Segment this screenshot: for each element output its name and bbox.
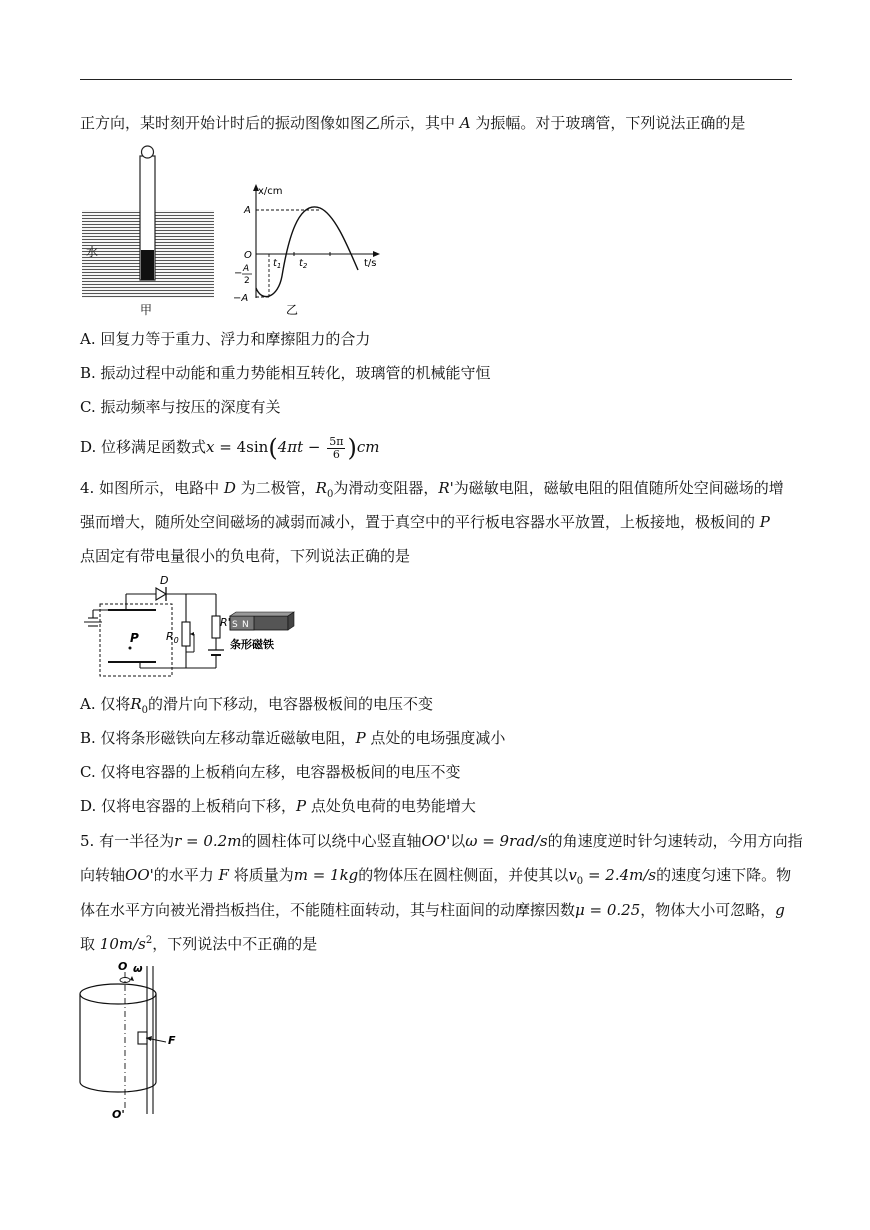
magnet-label: 条形磁铁 <box>230 638 274 651</box>
r0-label: R <box>166 630 174 643</box>
q3-intro: 正方向，某时刻开始计时后的振动图像如图乙所示，其中 A 为振幅。对于玻璃管，下列说法正确的是 <box>80 114 746 132</box>
svg-text:R0: $R_0$ <box>166 630 179 645</box>
svg-text:t1: $t_1$ <box>273 258 282 270</box>
force-F-label: F <box>168 1034 176 1047</box>
rprime-label: R' <box>220 616 231 629</box>
t-axis-label: t/s <box>364 258 377 269</box>
q4-stem-line1: 4. 如图所示，电路中 D 为二极管，$R_0$为滑动变阻器，R'为磁敏电阻，磁敏电阻的阻值随所处空间磁场的增 <box>80 479 784 500</box>
label-t1: t <box>273 258 277 269</box>
q5-stem-line1: 5. 有一半径为r = 0.2m的圆柱体可以绕中心竖直轴OO'以ω = 9rad/s的角速度逆时针匀速转动，今用方向指 <box>80 832 803 850</box>
header-rule <box>80 79 792 80</box>
q5-stem-line2: 向转轴OO'的水平力 F 将质量为m = 1kg的物体压在圆柱侧面，并使其以$v_0 = 2.4m/s$的速度匀速下降。物 <box>80 866 792 887</box>
magnet-N: N <box>242 620 249 630</box>
q4-option-d: D. 仅将电容器的上板稍向下移，P 点处负电荷的电势能增大 <box>80 797 476 815</box>
axis-top-label: O <box>118 960 128 973</box>
label-neg-sign: − <box>234 268 243 279</box>
q4-option-a: A. 仅将$R_0$的滑片向下移动，电容器极板间的电压不变 <box>80 695 434 716</box>
label-A: A <box>244 205 251 216</box>
q4-option-b: B. 仅将条形磁铁向左移动靠近磁敏电阻，P 点处的电场强度减小 <box>80 729 506 747</box>
diode-label: D <box>160 574 169 587</box>
q3-option-c: C. 振动频率与按压的深度有关 <box>80 398 281 416</box>
q4-stem-line2: 强而增大，随所处空间磁场的减弱而减小，置于真空中的平行板电容器水平放置，上板接地，极板间的 P <box>80 513 770 531</box>
label-t2: t <box>299 258 303 269</box>
figure-jia-caption: 甲 <box>140 303 153 317</box>
figure-yi-vibration-graph <box>226 180 386 320</box>
x-axis-label: x/cm <box>258 186 283 197</box>
axis-bottom-label: O' <box>112 1108 125 1121</box>
figure-yi-caption: 乙 <box>286 303 299 317</box>
label-O: O <box>244 250 252 261</box>
figure-jia-glass-tube <box>80 142 216 318</box>
q5-stem-line4: 取 $10m/s^2$，下列说法中不正确的是 <box>80 935 318 953</box>
q3-option-b: B. 振动过程中动能和重力势能相互转化，玻璃管的机械能守恒 <box>80 364 491 382</box>
svg-text:t2: $t_2$ <box>299 258 308 270</box>
q3-option-d: D. 位移满足函数式x = 4sin(4πt − $\frac{5\pi}{6}$ )cm <box>80 434 380 462</box>
label-neg-A: −A <box>233 293 249 304</box>
q4-stem-line3: 点固定有带电量很小的负电荷，下列说法正确的是 <box>80 547 411 565</box>
point-P-label: P <box>130 631 139 645</box>
omega-label: ω <box>133 962 143 975</box>
label-half-A-den: 2 <box>244 276 250 286</box>
figure-cylinder <box>70 958 190 1126</box>
magnet-S: S <box>232 620 238 630</box>
water-label: 水 <box>86 245 99 259</box>
q3-option-a: A. 回复力等于重力、浮力和摩擦阻力的合力 <box>80 330 371 348</box>
q5-stem-line3: 体在水平方向被光滑挡板挡住，不能随柱面转动，其与柱面间的动摩擦因数μ = 0.25，物体大小可忽略，g <box>80 901 785 919</box>
label-half-A-num: A <box>243 264 250 274</box>
q4-option-c: C. 仅将电容器的上板稍向左移，电容器极板间的电压不变 <box>80 763 461 781</box>
figure-circuit <box>80 572 295 684</box>
